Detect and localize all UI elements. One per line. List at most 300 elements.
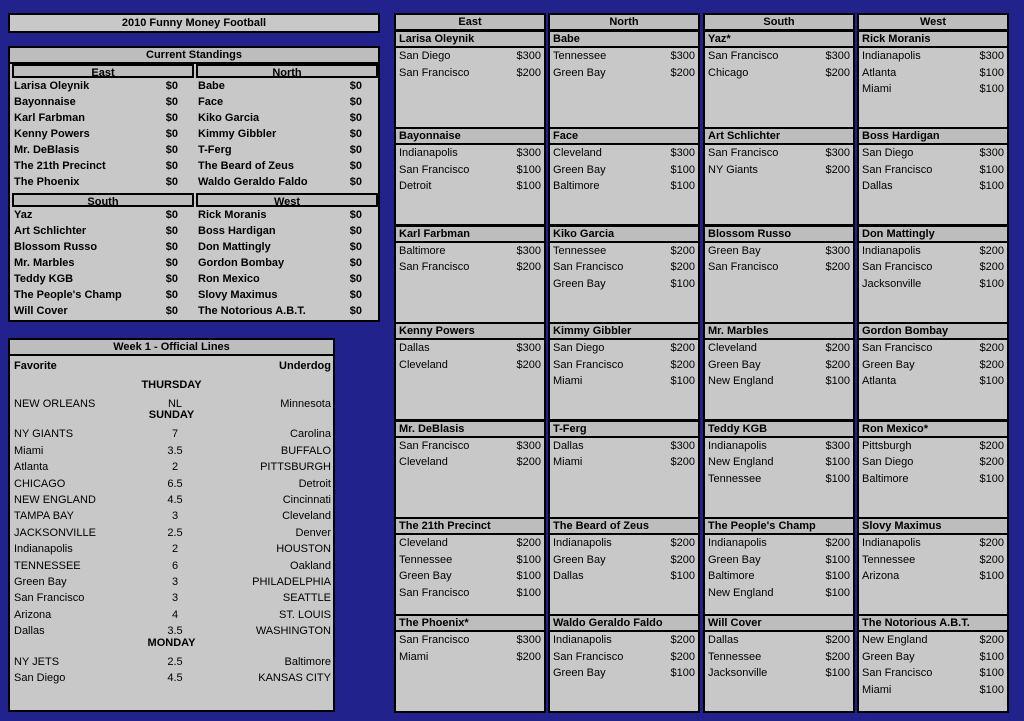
team-name: The Phoenix* — [396, 616, 544, 632]
pick-row — [859, 65, 1007, 82]
favorite-team: Indianapolis — [14, 543, 73, 556]
standings-player-balance: $0 — [349, 273, 362, 285]
favorite-team: JACKSONVILLE — [14, 526, 96, 539]
pick-row — [705, 438, 853, 455]
standings-row — [196, 78, 378, 94]
pick-amount: $100 — [979, 683, 1004, 696]
pick-amount: $200 — [979, 634, 1004, 647]
pick-amount: $300 — [825, 147, 850, 160]
standings-row — [196, 110, 378, 126]
pick-team: Indianapolis — [862, 537, 921, 549]
pick-row — [396, 162, 544, 179]
pick-row — [705, 568, 853, 585]
team-card — [703, 517, 855, 616]
pick-amount: $100 — [825, 456, 850, 469]
pick-amount: $300 — [979, 50, 1004, 62]
pick-amount: $200 — [516, 537, 541, 549]
favorite-team: TAMPA BAY — [14, 510, 74, 523]
point-spread: 2 — [171, 461, 179, 474]
pick-amount: $200 — [825, 261, 850, 274]
pick-row — [396, 178, 544, 195]
pick-amount: $200 — [979, 553, 1004, 566]
pick-team: San Diego — [553, 342, 605, 355]
standings-player-name: Kimmy Gibbler — [198, 128, 277, 140]
pick-row — [396, 243, 544, 260]
pick-row — [859, 276, 1007, 293]
pick-amount: $300 — [825, 439, 850, 452]
lines-column-headers — [10, 358, 333, 374]
team-name: Boss Hardigan — [859, 129, 1007, 145]
team-card — [394, 614, 546, 713]
game-row — [10, 443, 333, 459]
pick-row — [396, 340, 544, 357]
pick-amount: $200 — [979, 456, 1004, 469]
standings-row — [196, 271, 378, 287]
pick-row — [550, 552, 698, 569]
standings-player-balance: $0 — [165, 273, 178, 285]
page-title: 2010 Funny Money Football — [8, 13, 380, 33]
standings-player-balance: $0 — [349, 176, 362, 188]
pick-team: Cleveland — [399, 456, 448, 469]
pick-amount: $100 — [670, 277, 695, 290]
team-name: Babe — [550, 32, 698, 48]
team-card — [703, 225, 855, 324]
standings-row — [12, 287, 194, 303]
standings-row — [12, 110, 194, 126]
pick-amount: $100 — [825, 667, 850, 680]
point-spread: 7 — [171, 428, 179, 441]
pick-team: San Francisco — [862, 667, 933, 680]
point-spread: 4.5 — [167, 672, 183, 684]
pick-amount: $200 — [516, 358, 541, 371]
favorite-header: Favorite — [14, 360, 57, 372]
pick-amount: $100 — [825, 553, 850, 566]
standings-player-balance: $0 — [165, 144, 178, 156]
point-spread: 3 — [171, 510, 179, 523]
pick-amount: $300 — [516, 439, 541, 452]
pick-amount: $200 — [825, 634, 850, 647]
favorite-team: NY GIANTS — [14, 428, 74, 441]
pick-team: New England — [708, 375, 774, 388]
pick-team: Green Bay — [553, 66, 606, 79]
game-row — [10, 426, 333, 442]
pick-amount: $100 — [670, 375, 695, 388]
pick-row — [705, 552, 853, 569]
pick-amount: $100 — [516, 570, 541, 582]
standings-group-header: North — [196, 64, 378, 78]
pick-team: San Diego — [862, 147, 914, 160]
game-row — [10, 558, 333, 574]
standings-player-name: Slovy Maximus — [198, 289, 278, 301]
pick-row — [550, 568, 698, 585]
pick-row — [859, 454, 1007, 471]
standings-row — [196, 239, 378, 255]
pick-team: San Francisco — [708, 261, 779, 274]
team-name: Gordon Bombay — [859, 324, 1007, 340]
underdog-team: BUFFALO — [280, 444, 331, 457]
pick-team: Green Bay — [399, 570, 452, 582]
team-card — [857, 30, 1009, 129]
standings-row — [196, 126, 378, 142]
pick-team: Indianapolis — [399, 147, 458, 160]
division-header-west: West — [857, 13, 1009, 31]
game-row — [10, 590, 333, 606]
pick-team: Green Bay — [553, 163, 606, 176]
standings-group-header: South — [12, 193, 194, 207]
underdog-team: Baltimore — [284, 655, 331, 668]
pick-row — [705, 632, 853, 649]
standings-player-name: Karl Farbman — [14, 112, 85, 124]
pick-amount: $200 — [979, 537, 1004, 549]
standings-player-name: Boss Hardigan — [198, 225, 276, 237]
standings-row — [12, 239, 194, 255]
pick-team: Indianapolis — [862, 244, 921, 257]
pick-team: Atlanta — [862, 66, 897, 79]
pick-team: San Francisco — [399, 66, 470, 79]
pick-amount: $200 — [670, 537, 695, 549]
team-name: Rick Moranis — [859, 32, 1007, 48]
pick-team: Tennessee — [553, 244, 607, 257]
point-spread: 3 — [171, 576, 179, 588]
standings-row — [12, 174, 194, 190]
pick-row — [859, 649, 1007, 666]
standings-player-name: Bayonnaise — [14, 96, 76, 108]
pick-row — [859, 243, 1007, 260]
underdog-team: HOUSTON — [276, 543, 331, 556]
pick-row — [705, 373, 853, 390]
pick-row — [550, 162, 698, 179]
pick-row — [705, 145, 853, 162]
pick-row — [550, 535, 698, 552]
team-name: Face — [550, 129, 698, 145]
standings-player-name: Mr. DeBlasis — [14, 144, 80, 156]
team-card — [548, 322, 700, 421]
standings-player-balance: $0 — [165, 128, 178, 140]
pick-team: Indianapolis — [862, 50, 921, 62]
pick-amount: $200 — [670, 342, 695, 355]
pick-row — [396, 535, 544, 552]
team-card — [703, 30, 855, 129]
standings-player-name: T-Ferg — [198, 144, 232, 156]
pick-team: Baltimore — [708, 570, 755, 582]
pick-amount: $100 — [670, 180, 695, 193]
standings-player-name: Don Mattingly — [198, 241, 271, 253]
standings-player-balance: $0 — [349, 257, 362, 269]
pick-row — [859, 373, 1007, 390]
team-card — [394, 420, 546, 519]
pick-row — [859, 568, 1007, 585]
pick-row — [396, 145, 544, 162]
standings-player-name: Yaz — [14, 209, 33, 221]
pick-amount: $300 — [516, 50, 541, 62]
pick-team: Tennessee — [708, 472, 762, 485]
pick-row — [859, 81, 1007, 98]
pick-row — [859, 178, 1007, 195]
pick-amount: $100 — [979, 650, 1004, 663]
standings-row — [196, 94, 378, 110]
underdog-team: Denver — [295, 526, 331, 539]
standings-row — [196, 207, 378, 223]
pick-amount: $300 — [516, 244, 541, 257]
game-row — [10, 476, 333, 492]
team-name: Ron Mexico* — [859, 422, 1007, 438]
pick-row — [396, 568, 544, 585]
pick-team: Detroit — [399, 180, 432, 193]
pick-team: Tennessee — [862, 553, 916, 566]
team-name: Yaz* — [705, 32, 853, 48]
standings-row — [12, 223, 194, 239]
pick-team: NY Giants — [708, 163, 758, 176]
pick-row — [705, 162, 853, 179]
standings-player-name: Blossom Russo — [14, 241, 98, 253]
standings-player-balance: $0 — [165, 257, 178, 269]
lines-title: Week 1 - Official Lines — [10, 340, 333, 356]
standings-title: Current Standings — [10, 48, 378, 64]
pick-row — [859, 48, 1007, 65]
standings-player-balance: $0 — [165, 305, 178, 317]
pick-row — [859, 471, 1007, 488]
pick-row — [705, 585, 853, 602]
pick-team: Green Bay — [553, 277, 606, 290]
pick-team: Green Bay — [553, 553, 606, 566]
underdog-team: Detroit — [298, 477, 331, 490]
team-card — [548, 614, 700, 713]
pick-row — [705, 340, 853, 357]
pick-team: Chicago — [708, 66, 749, 79]
pick-amount: $200 — [979, 358, 1004, 371]
pick-amount: $200 — [516, 650, 541, 663]
standings-player-balance: $0 — [349, 289, 362, 301]
standings-player-name: Kiko Garcia — [198, 112, 260, 124]
pick-amount: $300 — [670, 147, 695, 160]
standings-player-balance: $0 — [165, 80, 178, 92]
pick-row — [859, 162, 1007, 179]
pick-amount: $100 — [979, 83, 1004, 95]
pick-team: San Francisco — [399, 261, 470, 274]
pick-row — [550, 145, 698, 162]
lines-panel — [8, 338, 335, 712]
point-spread: 3.5 — [167, 625, 183, 638]
division-header-north: North — [548, 13, 700, 31]
pick-team: San Diego — [862, 456, 914, 469]
standings-player-name: The Notorious A.B.T. — [198, 305, 306, 317]
pick-team: New England — [708, 456, 774, 469]
pick-team: San Francisco — [399, 586, 470, 599]
standings-player-balance: $0 — [349, 160, 362, 172]
division-header-east: East — [394, 13, 546, 31]
pick-amount: $200 — [670, 261, 695, 274]
pick-team: Cleveland — [399, 358, 448, 371]
pick-row — [859, 552, 1007, 569]
standings-player-name: Will Cover — [14, 305, 68, 317]
pick-team: Baltimore — [399, 244, 446, 257]
pick-team: Green Bay — [708, 244, 761, 257]
point-spread: 2.5 — [167, 526, 183, 539]
pick-team: Baltimore — [862, 472, 909, 485]
pick-row — [550, 259, 698, 276]
pick-team: Indianapolis — [708, 439, 767, 452]
pick-amount: $100 — [979, 570, 1004, 582]
standings-player-name: Ron Mexico — [198, 273, 260, 285]
standings-player-balance: $0 — [349, 225, 362, 237]
standings-player-balance: $0 — [349, 144, 362, 156]
pick-row — [550, 665, 698, 682]
pick-team: Dallas — [399, 342, 430, 355]
standings-player-balance: $0 — [165, 241, 178, 253]
standings-row — [12, 158, 194, 174]
pick-row — [859, 682, 1007, 699]
favorite-team: Dallas — [14, 625, 45, 638]
standings-player-balance: $0 — [165, 289, 178, 301]
pick-amount: $100 — [670, 163, 695, 176]
pick-amount: $200 — [825, 650, 850, 663]
standings-group-south — [12, 193, 194, 319]
game-row — [10, 492, 333, 508]
standings-row — [12, 94, 194, 110]
pick-amount: $100 — [516, 586, 541, 599]
pick-team: Cleveland — [708, 342, 757, 355]
game-row — [10, 654, 333, 670]
pick-team: Tennessee — [553, 50, 607, 62]
pick-row — [705, 48, 853, 65]
pick-row — [550, 48, 698, 65]
pick-row — [550, 373, 698, 390]
standings-player-balance: $0 — [349, 128, 362, 140]
standings-player-balance: $0 — [349, 80, 362, 92]
pick-team: Dallas — [553, 570, 584, 582]
team-card — [548, 517, 700, 616]
underdog-header: Underdog — [279, 360, 331, 372]
favorite-team: NEW ENGLAND — [14, 494, 96, 506]
pick-team: Jacksonville — [708, 667, 768, 680]
pick-team: Dallas — [862, 180, 893, 193]
pick-amount: $200 — [825, 342, 850, 355]
pick-amount: $100 — [516, 163, 541, 176]
team-name: Karl Farbman — [396, 227, 544, 243]
pick-amount: $200 — [670, 66, 695, 79]
standings-player-name: Face — [198, 96, 224, 108]
pick-row — [550, 454, 698, 471]
pick-row — [705, 243, 853, 260]
pick-amount: $200 — [516, 456, 541, 469]
standings-player-balance: $0 — [349, 209, 362, 221]
pick-amount: $200 — [670, 358, 695, 371]
favorite-team: San Francisco — [14, 592, 85, 605]
pick-amount: $200 — [979, 244, 1004, 257]
pick-row — [550, 649, 698, 666]
pick-row — [550, 276, 698, 293]
pick-team: Indianapolis — [553, 634, 612, 647]
pick-row — [859, 535, 1007, 552]
favorite-team: TENNESSEE — [14, 559, 81, 572]
pick-team: Miami — [862, 683, 892, 696]
standings-player-name: Babe — [198, 80, 225, 92]
day-header: MONDAY — [147, 636, 196, 649]
pick-amount: $200 — [516, 66, 541, 79]
team-card — [548, 420, 700, 519]
standings-player-name: The 21th Precinct — [14, 160, 106, 172]
pick-amount: $100 — [979, 277, 1004, 290]
pick-row — [396, 438, 544, 455]
favorite-team: Atlanta — [14, 461, 49, 474]
pick-amount: $100 — [670, 667, 695, 680]
underdog-team: Cincinnati — [282, 494, 331, 506]
standings-player-name: The People's Champ — [14, 289, 122, 301]
favorite-team: Arizona — [14, 608, 52, 621]
underdog-team: WASHINGTON — [255, 625, 331, 638]
favorite-team: Green Bay — [14, 576, 67, 588]
pick-team: San Francisco — [708, 50, 779, 62]
team-card — [703, 420, 855, 519]
game-row — [10, 525, 333, 541]
pick-row — [396, 65, 544, 82]
team-name: Teddy KGB — [705, 422, 853, 438]
pick-row — [396, 632, 544, 649]
pick-team: San Francisco — [399, 634, 470, 647]
pick-team: Baltimore — [553, 180, 600, 193]
standings-player-balance: $0 — [165, 112, 178, 124]
point-spread: 3.5 — [167, 444, 183, 457]
pick-team: San Francisco — [553, 358, 624, 371]
pick-amount: $200 — [670, 634, 695, 647]
pick-amount: $200 — [979, 439, 1004, 452]
standings-player-balance: $0 — [165, 225, 178, 237]
pick-row — [705, 471, 853, 488]
pick-team: Cleveland — [553, 147, 602, 160]
pick-team: New England — [862, 634, 928, 647]
pick-amount: $200 — [670, 553, 695, 566]
underdog-team: ST. LOUIS — [279, 608, 331, 621]
favorite-team: NEW ORLEANS — [14, 398, 96, 410]
pick-row — [396, 259, 544, 276]
pick-team: Arizona — [862, 570, 900, 582]
pick-amount: $200 — [979, 342, 1004, 355]
pick-amount: $100 — [825, 570, 850, 582]
pick-team: San Francisco — [862, 163, 933, 176]
team-name: Slovy Maximus — [859, 519, 1007, 535]
team-card — [857, 614, 1009, 713]
team-name: The 21th Precinct — [396, 519, 544, 535]
pick-team: New England — [708, 586, 774, 599]
pick-row — [550, 632, 698, 649]
standings-row — [12, 142, 194, 158]
pick-amount: $200 — [825, 66, 850, 79]
pick-row — [396, 48, 544, 65]
team-name: Larisa Oleynik — [396, 32, 544, 48]
pick-team: Indianapolis — [553, 537, 612, 549]
team-card — [857, 517, 1009, 616]
day-header: SUNDAY — [148, 409, 195, 422]
game-row — [10, 607, 333, 623]
team-card — [703, 127, 855, 226]
standings-player-balance: $0 — [165, 209, 178, 221]
favorite-team: Miami — [14, 444, 44, 457]
team-name: Art Schlichter — [705, 129, 853, 145]
pick-amount: $100 — [979, 375, 1004, 388]
point-spread: 2 — [171, 543, 179, 556]
team-card — [394, 517, 546, 616]
game-row — [10, 459, 333, 475]
underdog-team: Cleveland — [282, 510, 331, 523]
pick-team: Cleveland — [399, 537, 448, 549]
pick-amount: $300 — [825, 50, 850, 62]
point-spread: 6.5 — [167, 477, 183, 490]
standings-row — [196, 287, 378, 303]
pick-amount: $300 — [670, 50, 695, 62]
standings-row — [196, 223, 378, 239]
pick-row — [705, 535, 853, 552]
standings-player-name: Kenny Powers — [14, 128, 90, 140]
